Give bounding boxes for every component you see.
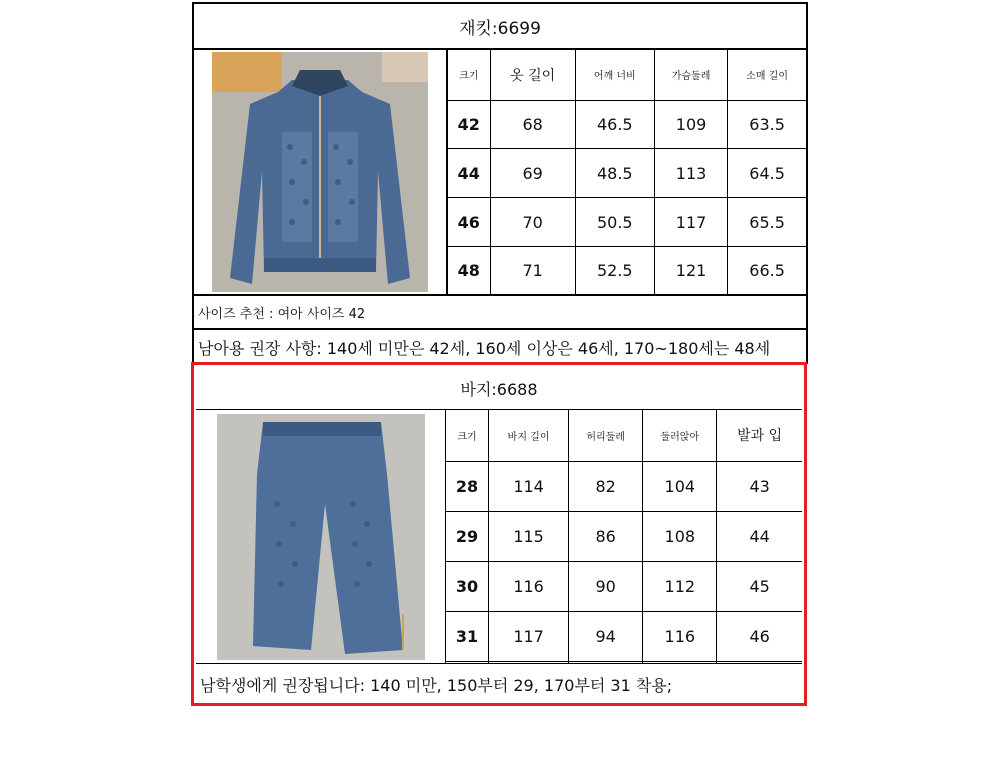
table-cell: 115 [489,511,569,561]
table-cell: 86 [569,511,643,561]
table-cell: 116 [643,612,717,662]
pants-size-block [196,410,802,664]
table-cell: 121 [654,246,727,294]
table-cell: 48.5 [575,149,654,198]
table-cell: 46.5 [575,100,654,149]
table-cell: 112 [643,562,717,612]
pants-header-hem: 발과 입 [717,410,802,461]
jacket-size-block [192,50,808,296]
table-cell: 50.5 [575,198,654,247]
table-cell: 108 [643,511,717,561]
pants-title: 바지:6688 [196,367,802,410]
table-cell: 48 [448,246,490,294]
jacket-header-chest: 가슴둘레 [654,50,727,100]
table-cell: 64.5 [728,149,806,198]
pants-size-table [446,410,802,663]
pants-header-length: 바지 길이 [489,410,569,461]
jacket-title: 재킷:6699 [192,2,808,50]
pants-photo [196,410,446,663]
table-cell: 52.5 [575,246,654,294]
jacket-image [212,52,428,292]
table-cell: 94 [569,612,643,662]
table-cell: 117 [654,198,727,247]
table-cell: 66.5 [728,246,806,294]
jacket-header-sleeve: 소매 길이 [728,50,806,100]
jacket-section [192,2,808,364]
pants-image [217,414,425,660]
jacket-photo [194,50,448,294]
table-cell: 45 [717,562,802,612]
table-cell [446,662,489,663]
pants-header-size: 크기 [446,410,489,461]
table-cell: 46 [448,198,490,247]
table-cell: 31 [446,612,489,662]
table-cell: 43 [717,461,802,511]
table-row [448,149,806,198]
table-row [446,662,802,663]
table-cell: 104 [643,461,717,511]
table-cell [643,662,717,663]
table-row [446,562,802,612]
table-cell [569,662,643,663]
jacket-header-length: 옷 길이 [490,50,575,100]
jacket-size-recommendation: 사이즈 추천 : 여아 사이즈 42 [192,296,808,330]
table-cell [717,662,802,663]
table-cell: 90 [569,562,643,612]
table-cell: 109 [654,100,727,149]
pants-header-waist: 허리둘레 [569,410,643,461]
table-cell: 113 [654,149,727,198]
jacket-header-size: 크기 [448,50,490,100]
jacket-header-shoulder: 어깨 너비 [575,50,654,100]
table-cell: 46 [717,612,802,662]
table-cell: 42 [448,100,490,149]
table-cell: 71 [490,246,575,294]
table-cell: 114 [489,461,569,511]
table-cell: 44 [717,511,802,561]
table-cell: 30 [446,562,489,612]
table-cell: 69 [490,149,575,198]
table-row [448,246,806,294]
table-row [446,461,802,511]
table-cell: 44 [448,149,490,198]
jacket-size-table [448,50,806,294]
table-cell: 65.5 [728,198,806,247]
table-cell: 29 [446,511,489,561]
table-cell: 63.5 [728,100,806,149]
table-cell: 68 [490,100,575,149]
table-cell [489,662,569,663]
pants-header-hip: 둘러앉아 [643,410,717,461]
jacket-boys-recommendation: 남아용 권장 사항: 140세 미만은 42세, 160세 이상은 46세, 170~180세는 48세 [192,330,808,364]
table-row [446,511,802,561]
pants-section [191,362,807,706]
table-row [448,198,806,247]
table-row [446,612,802,662]
table-cell: 117 [489,612,569,662]
table-cell: 70 [490,198,575,247]
table-cell: 82 [569,461,643,511]
table-row [448,100,806,149]
table-cell: 116 [489,562,569,612]
pants-recommendation: 남학생에게 권장됩니다: 140 미만, 150부터 29, 170부터 31 착용; [200,675,673,695]
table-cell: 28 [446,461,489,511]
